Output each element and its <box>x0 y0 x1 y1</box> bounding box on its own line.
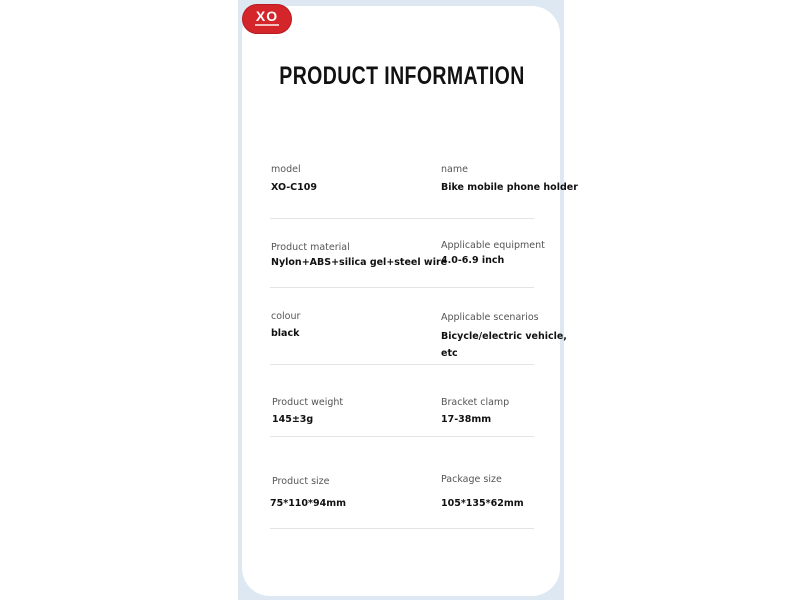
clamp-label: Bracket clamp <box>441 397 510 408</box>
package-label: Package size <box>441 474 502 485</box>
weight-label: Product weight <box>272 397 344 408</box>
logo-text: XO <box>255 8 279 24</box>
page-title: PRODUCT INFORMATION <box>279 62 525 90</box>
name-label: name <box>441 164 468 175</box>
xo-logo <box>243 5 291 33</box>
divider <box>270 364 534 365</box>
divider <box>270 436 534 437</box>
material-value: Nylon+ABS+silica gel+steel wire <box>271 257 448 268</box>
colour-value: black <box>271 328 300 339</box>
clamp-value: 17-38mm <box>441 414 492 425</box>
model-value: XO-C109 <box>271 182 317 193</box>
scenarios-value-line2: etc <box>441 348 458 359</box>
equipment-value: 4.0-6.9 inch <box>441 255 505 266</box>
divider <box>270 528 534 529</box>
name-value: Bike mobile phone holder <box>441 182 578 193</box>
material-label: Product material <box>271 242 350 253</box>
size-label: Product size <box>272 476 330 487</box>
package-value: 105*135*62mm <box>441 498 524 509</box>
weight-value: 145±3g <box>272 414 314 425</box>
divider <box>270 287 534 288</box>
model-label: model <box>271 164 301 175</box>
logo-underline <box>255 24 279 26</box>
scenarios-value-line1: Bicycle/electric vehicle, <box>441 331 567 342</box>
equipment-label: Applicable equipment <box>441 240 545 251</box>
scenarios-label: Applicable scenarios <box>441 312 539 323</box>
divider <box>270 218 534 219</box>
size-value: 75*110*94mm <box>270 498 347 509</box>
colour-label: colour <box>271 311 301 322</box>
